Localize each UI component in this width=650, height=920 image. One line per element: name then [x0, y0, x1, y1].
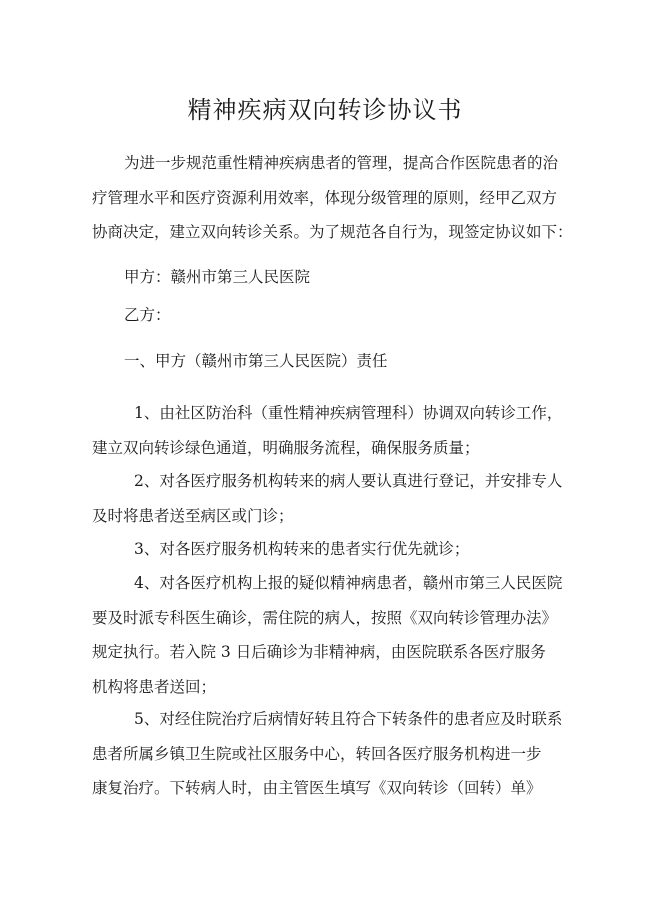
clause-item-4	[92, 566, 562, 704]
clause-line: 及时将患者送至病区或门诊；	[92, 506, 294, 525]
clause-item-3	[92, 532, 562, 567]
clause-line: 3、对各医疗服务机构转来的患者实行优先就诊；	[134, 540, 470, 558]
clause-line: 机构将患者送回；	[92, 677, 217, 696]
intro-paragraph	[92, 146, 573, 250]
document-title: 精神疾病双向转诊协议书	[187, 96, 463, 124]
section-1-heading: 一、甲方（赣州市第三人民医院）责任	[124, 352, 388, 370]
clause-line: 5、对经住院治疗后病情好转且符合下转条件的患者应及时联系	[134, 710, 563, 728]
clause-line: 1、由社区防治科（重性精神疾病管理科）协调双向转诊工作，	[134, 404, 563, 422]
clause-line: 4、对各医疗机构上报的疑似精神病患者，赣州市第三人民医院	[134, 574, 563, 592]
party-b-text: 乙方：	[124, 306, 171, 324]
party-a-line	[92, 260, 562, 295]
intro-line: 协商决定，建立双向转诊关系。为了规范各自行为，现签定协议如下：	[92, 223, 573, 241]
clause-line: 要及时派专科医生确诊，需住院的病人，按照《双向转诊管理办法》	[92, 608, 558, 627]
clause-line: 建立双向转诊绿色通道，明确服务流程，确保服务质量；	[92, 438, 480, 457]
section-heading	[92, 344, 562, 379]
clause-item-2	[92, 464, 562, 533]
party-a-text: 甲方：赣州市第三人民医院	[124, 268, 311, 286]
clause-item-5	[92, 702, 562, 806]
party-b-line	[92, 298, 562, 333]
intro-line: 为进一步规范重性精神疾病患者的管理，提高合作医院患者的治	[124, 154, 559, 172]
clause-line: 患者所属乡镇卫生院或社区服务中心，转回各医疗服务机构进一步	[92, 744, 542, 763]
clause-line: 规定执行。若入院 3 日后确诊为非精神病，由医院联系各医疗服务	[92, 643, 546, 661]
clause-line: 2、对各医疗服务机构转来的病人要认真进行登记，并安排专人	[134, 472, 563, 490]
clause-line: 康复治疗。下转病人时，由主管医生填写《双向转诊（回转）单》	[92, 779, 542, 797]
clause-item-1	[92, 396, 562, 465]
intro-line: 疗管理水平和医疗资源利用效率，体现分级管理的原则，经甲乙双方	[92, 188, 558, 207]
